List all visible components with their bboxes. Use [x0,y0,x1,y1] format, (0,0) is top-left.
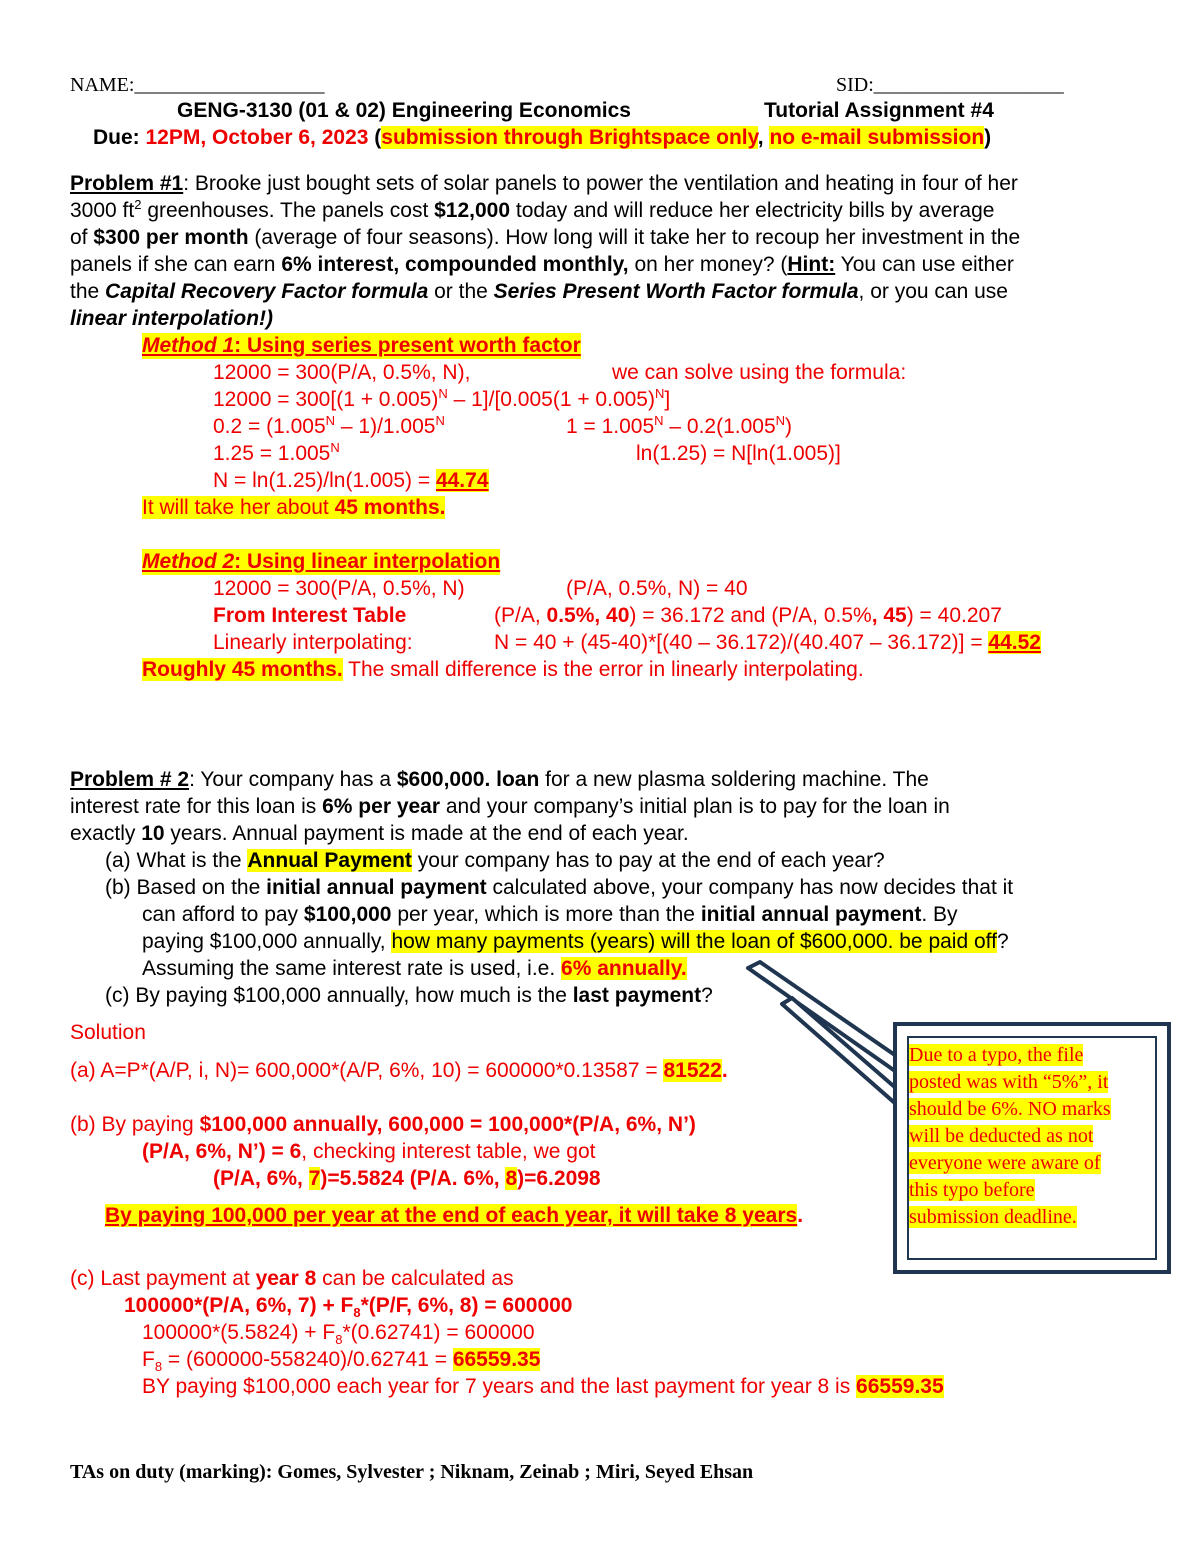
problem1-line6: linear interpolation!) [70,307,274,330]
name-field: NAME:___________________ [70,74,325,96]
problem2-question-a: (a) What is the Annual Payment your company has to pay at the end of each year? [105,849,885,872]
method2-interp-label: Linearly interpolating: [213,631,413,654]
method1-eq1: 12000 = 300(P/A, 0.5%, N), [213,361,471,384]
solution-c-result: 66559.35 [452,1348,541,1371]
no-email-note: no e-mail submission [769,126,985,149]
method2-eq1: 12000 = 300(P/A, 0.5%, N) [213,577,465,600]
problem1-line2: 3000 $ft^2$ greenhouses. The panels cost $12,000 today and will reduce her electricity bills by average [70,197,995,222]
problem2-line2: interest rate for this loan is 6% per year and your company’s initial plan is to pay for the loan in [70,795,950,818]
due-date: 12PM, October 6, 2023 [145,126,369,149]
solution-b4: By paying 100,000 per year at the end of each year, it will take 8 years. [105,1204,804,1227]
course-title: GENG-3130 (01 & 02) Engineering Economics [177,99,631,122]
method1-eq4: $1.25 = 1.005^N$ [213,440,340,465]
method2-table-label: From Interest Table [213,604,407,627]
method2-conclusion: Roughly 45 months. The small difference is the error in linearly interpolating. [142,658,864,681]
solution-c3: $100000*(5.5824) + F_8*(0.62741) = 600000$ [142,1321,535,1348]
assignment-title: Tutorial Assignment #4 [764,99,994,122]
footer-tas: TAs on duty (marking): Gomes, Sylvester ; Niknam, Zeinab ; Miri, Seyed Ehsan [70,1461,754,1483]
solution-a-result: 81522 [663,1059,722,1082]
sid-field: SID:___________________ [836,74,1064,96]
method2-interp-eq: N = 40 + (45-40)*[(40 – 36.172)/(40.407 – 36.172)] = 44.52 [494,631,1041,654]
solution-label: Solution [70,1021,146,1044]
due-line: Due: 12PM, October 6, 2023 (submission through Brightspace only, no e-mail submission) [93,126,992,149]
problem1-line5: the Capital Recovery Factor formula or the Series Present Worth Factor formula, or you can use [70,280,1008,303]
solution-c5: BY paying $100,000 each year for 7 years and the last payment for year 8 is 66559.35 [142,1375,944,1398]
solution-c1: (c) Last payment at year 8 can be calculated as [70,1267,514,1290]
problem2-question-b1: (b) Based on the initial annual payment calculated above, your company has now decides that it [105,876,1014,899]
solution-b1: (b) By paying $100,000 annually, 600,000 = 100,000*(P/A, 6%, N’) [70,1113,696,1136]
solution-a: (a) A=P*(A/P, i, N)= 600,000*(A/P, 6%, 10) = 600000*0.13587 = 81522. [70,1059,728,1082]
method1-eq1-note: we can solve using the formula: [612,361,907,384]
method1-conclusion: It will take her about 45 months. [142,496,446,519]
problem2-question-b2: can afford to pay $100,000 per year, which is more than the initial annual payment. By [142,903,958,926]
callout-text: Due to a typo, the file posted was with “5%”, it should be 6%. NO marks will be deducted as not everyone were aware of this typo before submission deadline. [909,1044,1111,1228]
submission-note: submission through Brightspace only [381,126,758,149]
problem2-title: Problem # 2 [70,768,190,791]
method2-eq1-note: (P/A, 0.5%, N) = 40 [566,577,748,600]
method2-result: 44.52 [988,631,1041,654]
problem1-line3: of $300 per month (average of four seasons). How long will it take her to recoup her investment in the [70,226,1021,249]
method1-title: Method 1: Using series present worth factor [142,334,581,357]
method1-result: 44.74 [435,469,489,492]
solution-c4: $F_8 = (600000-558240)/0.62741 = 66559.35$ [142,1348,541,1375]
typo-callout [893,1022,1171,1274]
problem1-line1: Problem #1: Brooke just bought sets of solar panels to power the ventilation and heating in four of her [70,172,1018,195]
problem2-question-c: (c) By paying $100,000 annually, how much is the last payment? [105,984,713,1007]
solution-b3: (P/A, 6%, 7)=5.5824 (P/A. 6%, 8)=6.2098 [213,1167,601,1190]
problem1-title: Problem #1 [70,172,184,195]
method2-table-values: (P/A, 0.5%, 40) = 36.172 and (P/A, 0.5%, 45) = 40.207 [494,604,1002,627]
method1-eq2: $12000 = 300[(1 + 0.005)^N - 1]/[0.005(1 + 0.005)^N]$ [213,386,671,411]
problem2-line1: Problem # 2: Your company has a $600,000. loan for a new plasma soldering machine. The [70,768,929,791]
solution-c2: 100000*(P/A, 6%, $7) + F_8*(P/F$, 6%, 8) = 600000 [124,1294,573,1321]
problem2-question-b3: paying $100,000 annually, how many payments (years) will the loan of $600,000. be paid off? [142,930,1009,953]
method1-eq5: N = ln(1.25)/ln(1.005) = 44.74 [213,469,489,492]
problem2-question-b4: Assuming the same interest rate is used, i.e. 6% annually. [142,957,687,980]
solution-b2: (P/A, 6%, N’) = 6, checking interest table, we got [142,1140,596,1163]
problem2-line3: exactly 10 years. Annual payment is made at the end of each year. [70,822,689,845]
method1-eq3-right: $1 = 1.005^N - 0.2(1.005^N)$ [566,413,793,438]
method2-title: Method 2: Using linear interpolation [142,550,501,573]
problem1-line4: panels if she can earn 6% interest, compounded monthly, on her money? (Hint: You can use either [70,253,1014,276]
method1-eq3: $0.2 = (1.005^N - 1)/1.005^N$ [213,413,445,438]
method1-eq4-right: ln(1.25) = N[ln(1.005)] [636,442,841,465]
solution-c-final: 66559.35 [856,1375,944,1398]
